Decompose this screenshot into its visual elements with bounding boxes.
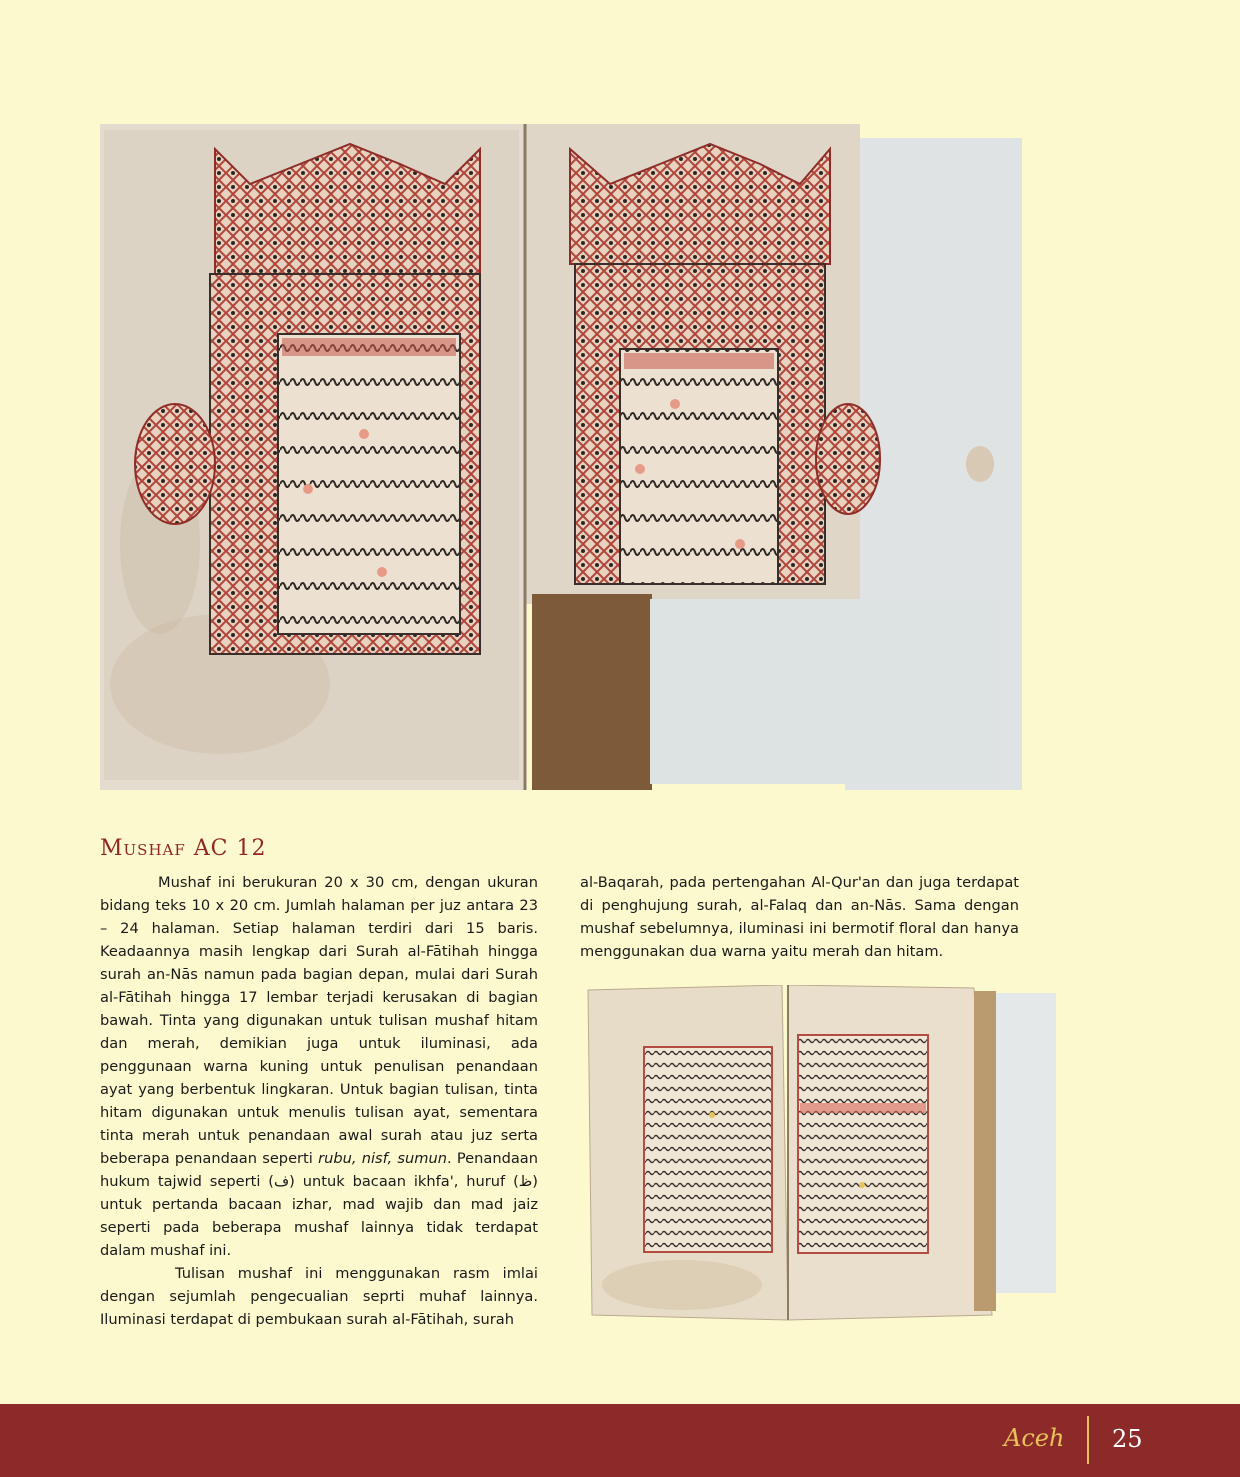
italic-terms: rubu, nisf, sumun xyxy=(318,1150,447,1167)
aceh-logo: Aceh xyxy=(1004,1424,1065,1452)
left-text-column xyxy=(100,871,538,1331)
page-footer xyxy=(0,1404,1240,1477)
arabic-letter-za: ظ xyxy=(518,1173,533,1190)
paragraph-description: Mushaf ini berukuran 20 x 30 cm, dengan ukuran bidang teks 10 x 20 cm. Jumlah halaman per juz antara 23 – 24 halaman. Setiap halaman terdiri dari 15 baris. Keadaannya masih lengkap dari Surah al-Fātihah hingga surah an-Nās namun pada bagian depan, mulai dari Surah al-Fātihah hingga 17 lembar terjadi kerusakan di bagian bawah. Tinta yang digunakan untuk tulisan mushaf hitam dan merah, demikian juga untuk iluminasi, ada penggunaan warna kuning untuk penulisan penandaan ayat yang berbentuk lingkaran. Untuk bagian tulisan, tinta hitam digunakan untuk menulis tulisan ayat, sementara tinta merah untuk penandaan awal surah atau juz serta beberapa penandaan seperti rubu, nisf, sumun. Penandaan hukum tajwid seperti (ف) untuk bacaan ikhfa', huruf (ظ) untuk pertanda bacaan izhar, mad wajib dan mad jaiz seperti pada beberapa mushaf lainnya tidak terdapat dalam mushaf ini. xyxy=(100,874,538,1259)
open-mushaf-photo xyxy=(582,985,1056,1325)
paragraph-illumination: al-Baqarah, pada pertengahan Al-Qur'an dan juga terdapat di penghujung surah, al-Falaq dan an-Nās. Sama dengan mushaf sebelumnya, iluminasi ini bermotif floral dan hanya menggunakan dua warna yaitu merah dan hitam. xyxy=(580,874,1019,960)
paragraph-rasm: Tulisan mushaf ini menggunakan rasm imlai dengan sejumlah pengecualian seprti muhaf lainnya. Iluminasi terdapat di pembukaan surah al-Fātihah, surah xyxy=(100,1265,538,1328)
page-number: 25 xyxy=(1112,1425,1143,1453)
arabic-letter-fa: ف xyxy=(274,1173,290,1190)
footer-divider xyxy=(1087,1416,1089,1464)
manuscript-opening-photo xyxy=(100,124,1022,790)
right-text-column xyxy=(580,871,1019,963)
section-heading: Mushaf AC 12 xyxy=(100,836,267,861)
